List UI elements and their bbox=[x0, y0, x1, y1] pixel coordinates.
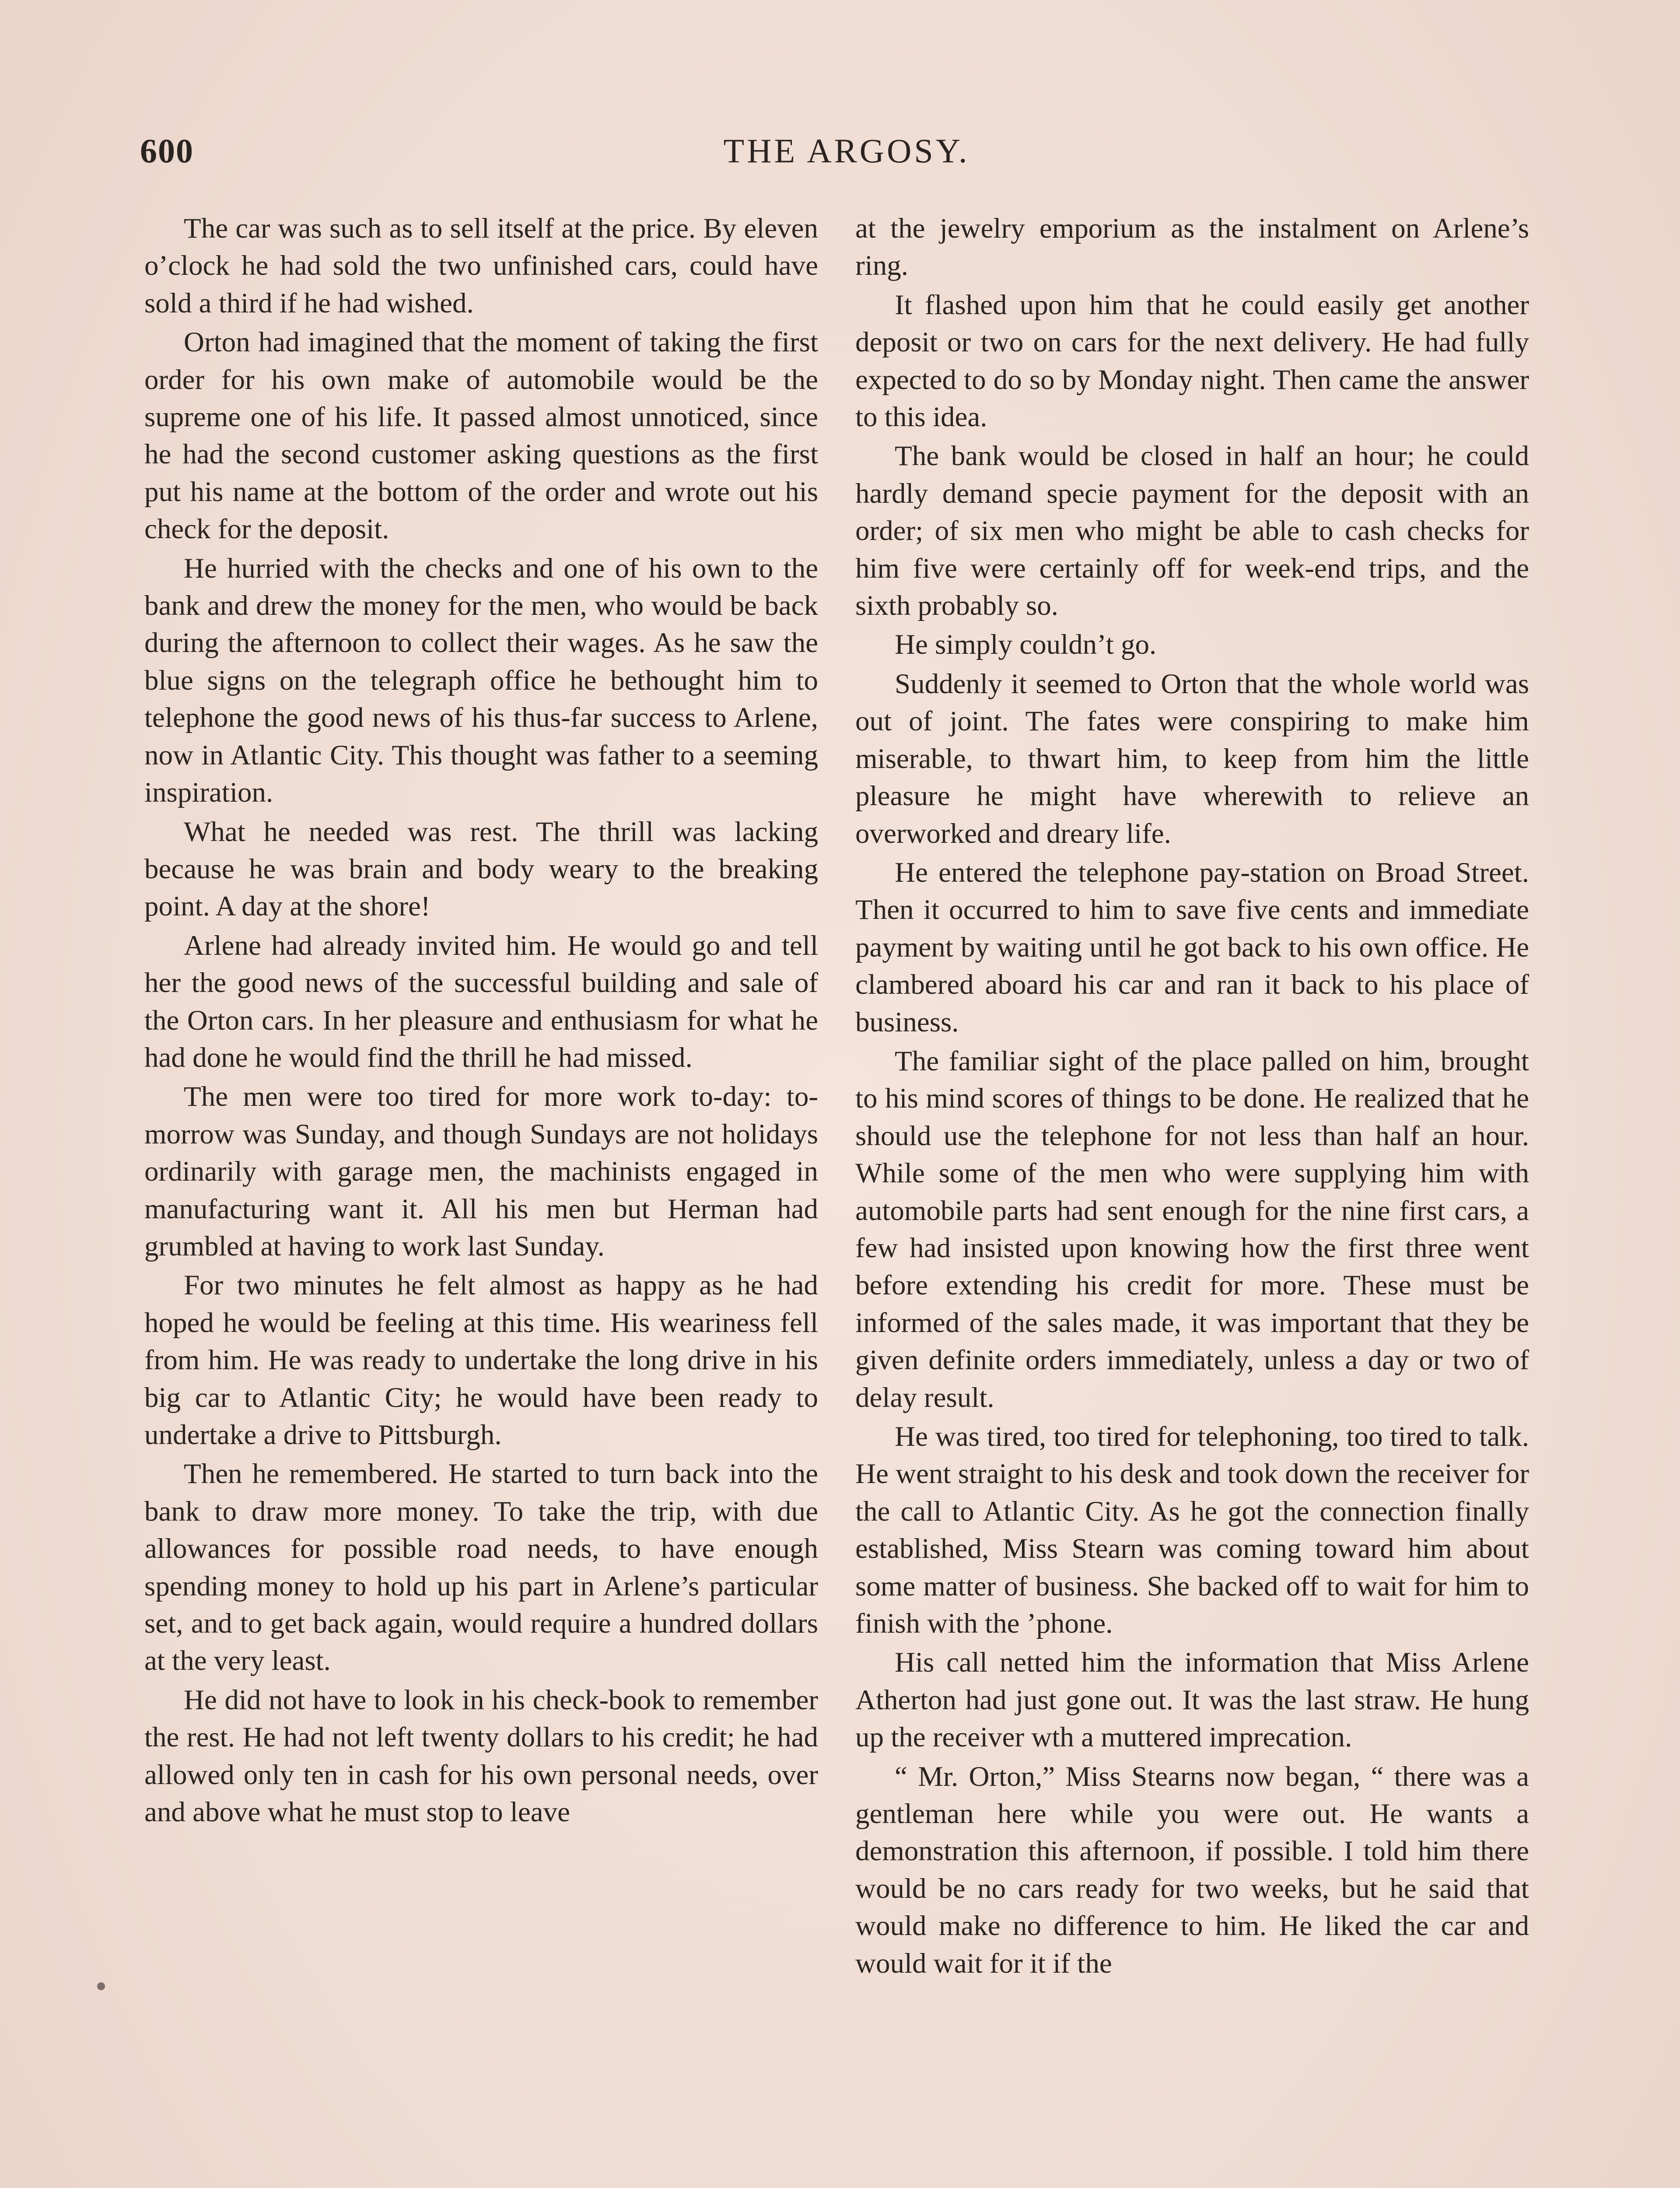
paragraph: The car was such as to sell itself at the price. By eleven o’clock he had sold the two unfinished cars, could have sold a third if he had wished. bbox=[144, 213, 818, 319]
running-title: THE ARGOSY. bbox=[723, 132, 970, 170]
paragraph: The men were too tired for more work to-day: to-morrow was Sunday, and though Sundays are not holidays ordinarily with garage men, the machinists engaged in manufacturing want it. All his men but Herman had grumbled at having to work last Sunday. bbox=[144, 1081, 818, 1262]
left-column bbox=[144, 210, 818, 2188]
paragraph: He was tired, too tired for telephoning, too tired to talk. He went straight to his desk and took down the receiver for the call to Atlantic City. As he got the connection finally established, Miss Stearn was coming toward him about some matter of business. She backed off to wait for him to finish with the ’phone. bbox=[855, 1421, 1529, 1640]
paragraph: “ Mr. Orton,” Miss Stearns now began, “ there was a gentleman here while you were out. He wants a demonstration this afternoon, if possible. I told him there would be no cars ready for two weeks, but he said that would make no difference to him. He liked the car and would wait for it if the bbox=[855, 1760, 1529, 1979]
paragraph: He hurried with the checks and one of his own to the bank and drew the money for the men, who would be back during the afternoon to collect their wages. As he saw the blue signs on the telegraph office he bethought him to telephone the good news of his thus-far success to Arlene, now in Atlantic City. This thought was father to a seeming inspiration. bbox=[144, 552, 818, 809]
paragraph: It flashed upon him that he could easily get another deposit or two on cars for the next delivery. He had fully expected to do so by Monday night. Then came the answer to this idea. bbox=[855, 289, 1529, 433]
right-column bbox=[855, 210, 1529, 2188]
page-header bbox=[140, 131, 1553, 179]
paragraph: Arlene had already invited him. He would go and tell her the good news of the successful building and sale of the Orton cars. In her pleasure and enthusiasm for what he had done he would find the thrill he had missed. bbox=[144, 929, 818, 1073]
paragraph: His call netted him the information that Miss Arlene Atherton had just gone out. It was the last straw. He hung up the receiver wth a muttered imprecation. bbox=[855, 1647, 1529, 1753]
paragraph: The bank would be closed in half an hour; he could hardly demand specie payment for the deposit with an order; of six men who might be able to cash checks for him five were certainly off for week-end trips, and the sixth probably so. bbox=[855, 440, 1529, 622]
paragraph: He simply couldn’t go. bbox=[895, 629, 1157, 661]
paper-speck bbox=[97, 1982, 105, 1990]
paragraph-continuation: at the jewelry emporium as the instalment on Arlene’s ring. bbox=[855, 213, 1529, 282]
paragraph: Orton had imagined that the moment of taking the first order for his own make of automobile would be the supreme one of his life. It passed almost unnoticed, since he had the second customer asking questions as the first put his name at the bottom of the order and wrote out his check for the deposit. bbox=[144, 326, 818, 545]
paragraph: What he needed was rest. The thrill was lacking because he was brain and body weary to the breaking point. A day at the shore! bbox=[144, 816, 818, 922]
paragraph: The familiar sight of the place palled on him, brought to his mind scores of things to be done. He realized that he should use the telephone for not less than half an hour. While some of the men who were supplying him with automobile parts had sent enough for the nine first cars, a few had insisted upon knowing how the first three went before extending his credit for more. These must be informed of the sales made, it was important that they be given definite orders immediately, unless a day or two of delay result. bbox=[855, 1045, 1529, 1413]
paragraph: Then he remembered. He started to turn back into the bank to draw more money. To take the trip, with due allowances for possible road needs, to have enough spending money to hold up his part in Arlene’s particular set, and to get back again, would require a hundred dollars at the very least. bbox=[144, 1458, 818, 1677]
paragraph: For two minutes he felt almost as happy as he had hoped he would be feeling at this time. His weariness fell from him. He was ready to undertake the long drive in his big car to Atlantic City; he would have been ready to undertake a drive to Pittsburgh. bbox=[144, 1269, 818, 1451]
paragraph: He entered the telephone pay-station on Broad Street. Then it occurred to him to save five cents and immediate payment by waiting until he got back to his own office. He clambered aboard his car and ran it back to his place of business. bbox=[855, 856, 1529, 1038]
paragraph: Suddenly it seemed to Orton that the whole world was out of joint. The fates were conspiring to make him miserable, to thwart him, to keep from him the little pleasure he might have wherewith to relieve an overworked and dreary life. bbox=[855, 668, 1529, 849]
paragraph: He did not have to look in his check-book to remember the rest. He had not left twenty dollars to his credit; he had allowed only ten in cash for his own personal needs, over and above what he must stop to leave bbox=[144, 1684, 818, 1828]
page-number: 600 bbox=[140, 132, 194, 170]
